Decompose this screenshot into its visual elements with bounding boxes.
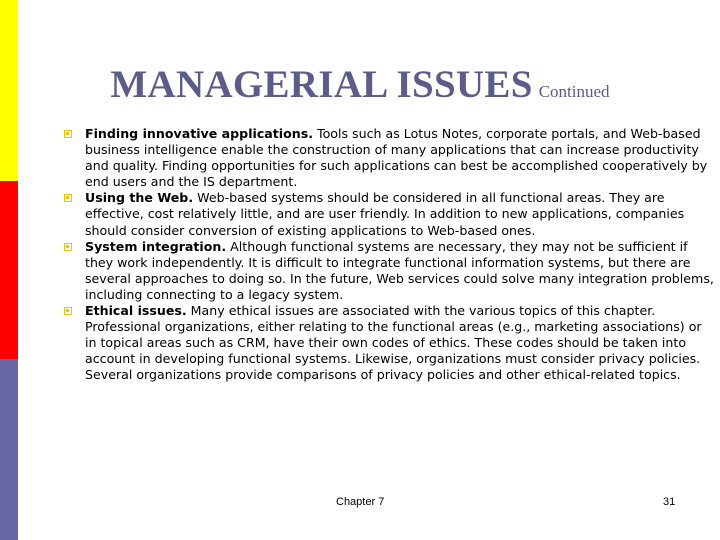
square-bullet-icon: [64, 243, 72, 251]
bullet-heading: System integration.: [85, 238, 227, 254]
bullet-body: Web-based systems should be considered in all functional areas. They are effective, cost relatively little, and are user friendly. In addition to new applications, companies should consider conversion of existing applications to Web-based ones.: [85, 190, 685, 238]
square-bullet-icon: [64, 130, 72, 138]
bullet-item: [64, 239, 714, 303]
footer-chapter: Chapter 7: [336, 496, 385, 508]
bullet-body: Tools such as Lotus Notes, corporate portals, and Web-based business intelligence enable the construction of many applications that can increase productivity and quality. Finding opportunities for such applications can best be accomplished cooperatively by end users and the IS department.: [85, 126, 708, 190]
bullet-item: [64, 190, 714, 238]
bullet-list: [64, 126, 714, 384]
bullet-body: Although functional systems are necessary, they may not be sufficient if they work independently. It is difficult to integrate functional information systems, but there are several approaches to doing so. In the future, Web services could solve many integration problems, including connecting to a legacy system.: [85, 238, 714, 302]
bullet-heading: Finding innovative applications.: [85, 126, 314, 141]
page-number: 31: [663, 496, 676, 508]
slide-title: [0, 62, 720, 107]
bullet-item: [64, 303, 714, 383]
title-text: MANAGERIAL ISSUES: [110, 63, 533, 106]
bullet-body: Many ethical issues are associated with the various topics of this chapter. Professional organizations, either relating to the functional areas (e.g., marketing associations) or in topical areas such as CRM, have their own codes of ethics. These codes should be taken into account in developing functional systems. Likewise, organizations must consider privacy policies. Several organizations provide comparisons of privacy policies and other ethical-related topics.: [85, 303, 702, 383]
title-subtitle: Continued: [538, 82, 610, 101]
bullet-item: [64, 126, 714, 190]
square-bullet-icon: [64, 307, 72, 315]
bullet-heading: Ethical issues.: [85, 303, 187, 319]
sidebar-bar-red: [0, 181, 18, 359]
bullet-heading: Using the Web.: [85, 190, 194, 206]
square-bullet-icon: [64, 194, 72, 202]
sidebar-bar-blue: [0, 359, 18, 540]
